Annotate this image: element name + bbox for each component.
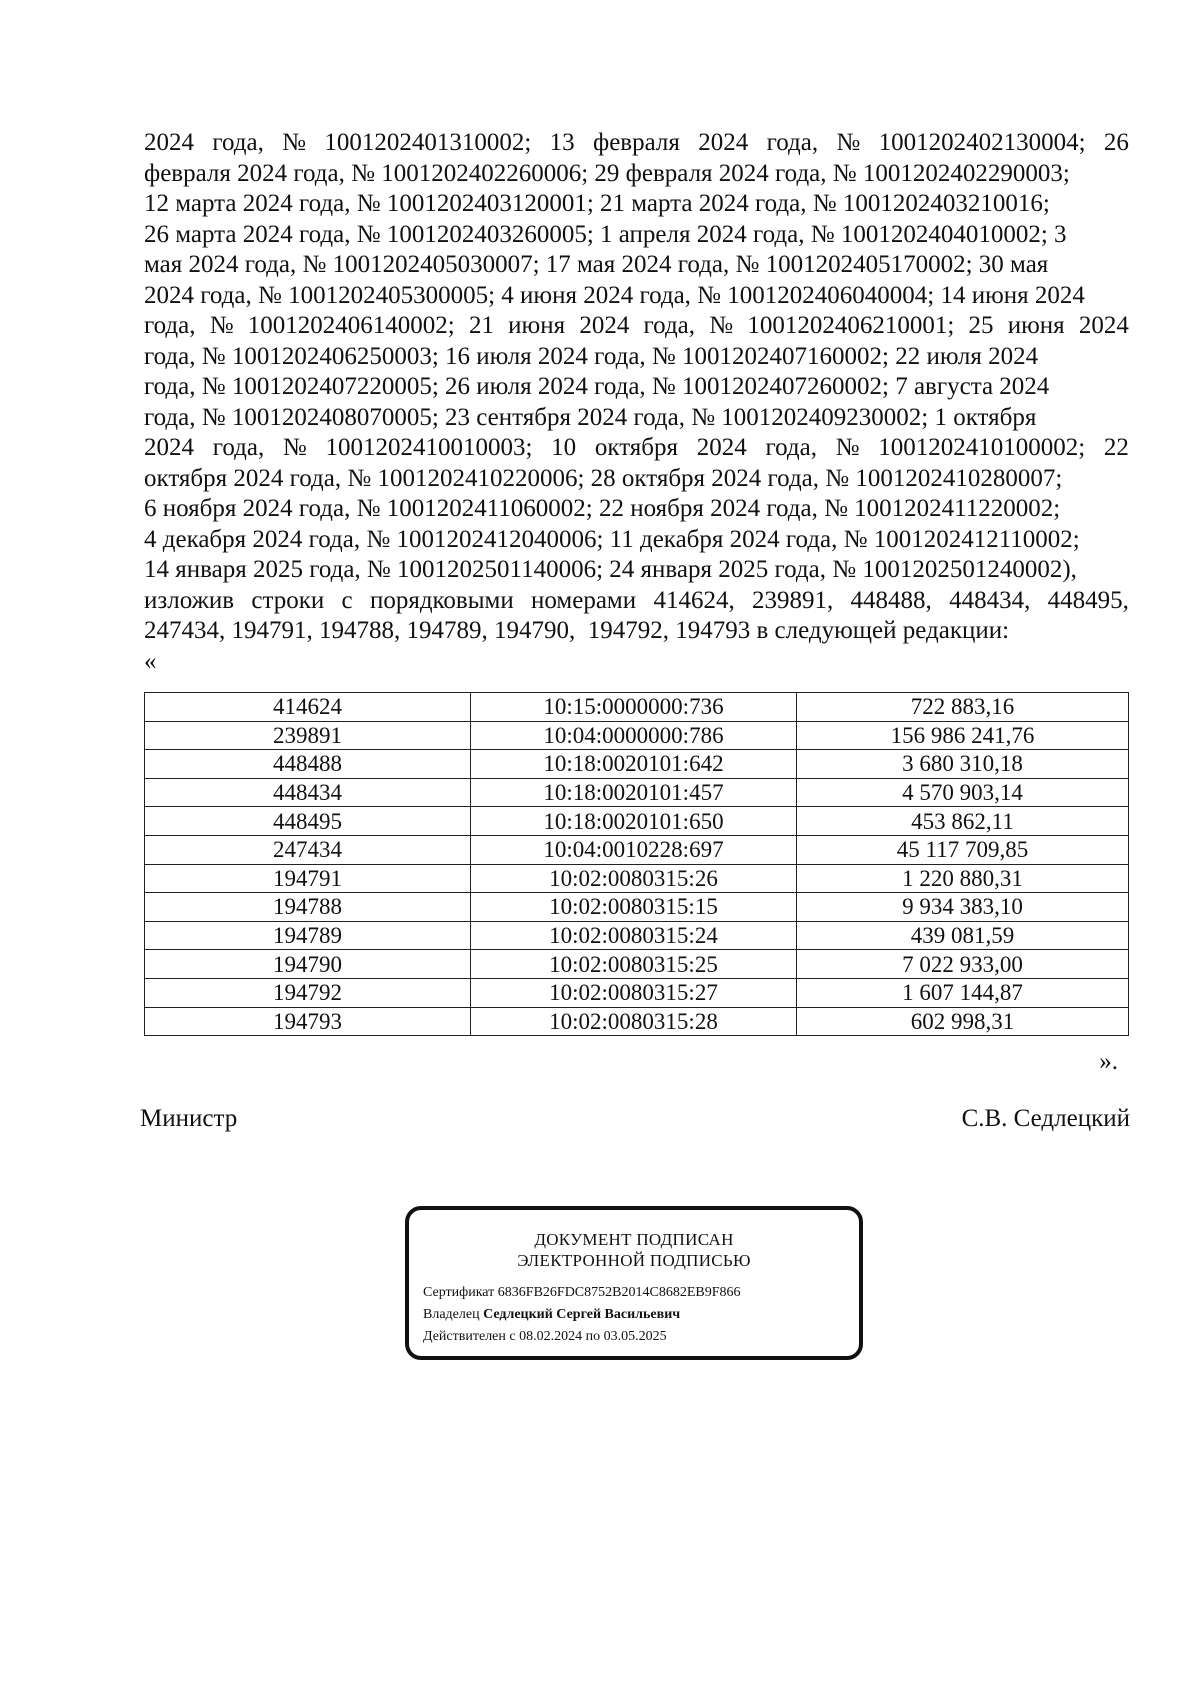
open-quote: «: [144, 647, 157, 675]
paragraph-word: года,: [643, 312, 696, 339]
paragraph-word: 25: [968, 312, 994, 339]
paragraph-word: №: [836, 129, 861, 156]
stamp-title-line-1: ДОКУМЕНТ ПОДПИСАН: [534, 1230, 734, 1249]
row-number-cell: 448488: [145, 750, 471, 779]
paragraph-word: 2024 года, № 1001202405300005; 4 июня 2024 года, № 1001202406040004; 14 июня 2024: [144, 281, 1085, 309]
table-row: [145, 778, 1129, 807]
paragraph-word: 2024: [144, 434, 194, 461]
paragraph-word: года,: [212, 129, 264, 156]
cadastral-value-cell: 453 862,11: [797, 807, 1129, 836]
document-body: [144, 128, 1129, 677]
cadastral-value-cell: 602 998,31: [797, 1007, 1129, 1036]
table-row: [145, 721, 1129, 750]
cadastral-number-cell: 10:02:0080315:15: [471, 893, 797, 922]
paragraph-word: с: [341, 586, 353, 614]
paragraph-line: [144, 494, 1129, 525]
cadastral-value-cell: 45 117 709,85: [797, 835, 1129, 864]
paragraph-word: года, № 1001202406250003; 16 июля 2024 года, № 1001202407160002; 22 июля 2024: [144, 342, 1039, 370]
cadastral-number-cell: 10:02:0080315:27: [471, 978, 797, 1007]
paragraph-word: года,: [212, 434, 265, 461]
table-row: [145, 978, 1129, 1007]
paragraph-word: 247434, 194791, 194788, 194789, 194790, 194792, 194793 в следующей редакции:: [144, 617, 1010, 644]
paragraph-word: 2024: [696, 434, 747, 461]
paragraph-word: 6 ноября 2024 года, № 1001202411060002; 22 ноября 2024 года, № 1001202411220002;: [144, 495, 1061, 522]
cadastral-value-cell: 722 883,16: [797, 693, 1129, 722]
row-number-cell: 239891: [145, 721, 471, 750]
stamp-title: [409, 1229, 859, 1271]
paragraph-word: 448488,: [850, 586, 932, 614]
paragraph-word: октября: [594, 434, 679, 461]
paragraph-word: 22: [1103, 434, 1129, 461]
cadastral-number-cell: 10:02:0080315:26: [471, 864, 797, 893]
table-row: [145, 864, 1129, 893]
cadastral-number-cell: 10:15:0000000:736: [471, 693, 797, 722]
row-number-cell: 414624: [145, 693, 471, 722]
paragraph-word: 1001202406210001;: [747, 312, 955, 339]
row-number-cell: 194788: [145, 893, 471, 922]
paragraph-line: [144, 586, 1129, 617]
row-number-cell: 194793: [145, 1007, 471, 1036]
paragraph-word: июня: [1007, 312, 1065, 339]
paragraph-word: июня: [508, 312, 566, 339]
row-number-cell: 194790: [145, 950, 471, 979]
table-row: [145, 1007, 1129, 1036]
row-number-cell: 194789: [145, 921, 471, 950]
paragraph-line: [144, 555, 1129, 586]
cadastral-value-cell: 7 022 933,00: [797, 950, 1129, 979]
cadastral-value-cell: 4 570 903,14: [797, 778, 1129, 807]
stamp-owner-label: Владелец: [423, 1307, 480, 1322]
signatory-position: Министр: [140, 1105, 238, 1132]
signatory-name: С.В. Седлецкий: [961, 1105, 1130, 1132]
paragraph-word: года,: [144, 312, 196, 339]
paragraph-line: [144, 616, 1129, 647]
row-number-cell: 448434: [145, 778, 471, 807]
stamp-valid-from: 08.02.2024: [519, 1329, 583, 1344]
paragraph-word: года, № 1001202407220005; 26 июля 2024 года, № 1001202407260002; 7 августа 2024: [144, 373, 1050, 400]
paragraph-word: 2024: [579, 312, 630, 339]
paragraph-word: 448495,: [1047, 586, 1129, 614]
cadastral-number-cell: 10:18:0020101:650: [471, 807, 797, 836]
row-number-cell: 194792: [145, 978, 471, 1007]
paragraph-word: порядковыми: [369, 586, 514, 614]
paragraph-word: номерами: [531, 586, 637, 614]
paragraph-word: 239891,: [751, 586, 834, 614]
table-row: [145, 893, 1129, 922]
cadastral-number-cell: 10:02:0080315:25: [471, 950, 797, 979]
paragraph-word: мая 2024 года, № 1001202405030007; 17 мая 2024 года, № 1001202405170002; 30 мая: [144, 251, 1049, 278]
table-row: [145, 693, 1129, 722]
cadastral-value-cell: 1 607 144,87: [797, 978, 1129, 1007]
paragraph-word: 1001202401310002;: [324, 129, 532, 156]
paragraph-line: [144, 372, 1129, 403]
stamp-valid-to-label: по: [585, 1329, 601, 1344]
paragraph-word: 1001202406140002;: [247, 312, 455, 339]
paragraph-word: 21: [468, 312, 494, 339]
table-row: [145, 835, 1129, 864]
paragraph-word: октября 2024 года, № 1001202410220006; 28 октября 2024 года, № 1001202410280007;: [144, 464, 1063, 492]
paragraph-word: февраля 2024 года, № 1001202402260006; 29 февраля 2024 года, № 1001202402290003;: [144, 159, 1070, 187]
cadastral-value-cell: 1 220 880,31: [797, 864, 1129, 893]
paragraph-line: [144, 525, 1129, 556]
paragraph-word: года,: [765, 434, 817, 461]
e-signature-stamp: [405, 1206, 863, 1360]
paragraph-line: [144, 220, 1129, 251]
signature-row: [140, 1105, 1130, 1133]
cadastral-number-cell: 10:04:0000000:786: [471, 721, 797, 750]
paragraph-word: 26 марта 2024 года, № 1001202403260005; 1 апреля 2024 года, № 1001202404010002; 3: [144, 220, 1067, 248]
row-number-cell: 194791: [145, 864, 471, 893]
paragraph-word: 1001202402130004;: [878, 129, 1086, 156]
table-row: [145, 950, 1129, 979]
cadastral-value-cell: 439 081,59: [797, 921, 1129, 950]
table-row: [145, 750, 1129, 779]
paragraph-word: года, № 1001202408070005; 23 сентября 2024 года, № 1001202409230002; 1 октября: [144, 403, 1037, 431]
paragraph-word: №: [835, 434, 860, 461]
paragraph-word: 12 марта 2024 года, № 1001202403120001; 21 марта 2024 года, № 1001202403210016;: [144, 190, 1050, 217]
stamp-validity-row: [423, 1326, 859, 1348]
stamp-valid-label: Действителен с: [423, 1329, 516, 1344]
stamp-owner-value: Седлецкий Сергей Васильевич: [483, 1307, 681, 1322]
paragraph-line: [144, 464, 1129, 495]
stamp-title-line-2: ЭЛЕКТРОННОЙ ПОДПИСЬЮ: [517, 1251, 751, 1270]
paragraph-word: 13: [549, 129, 575, 156]
paragraph-word: 14 января 2025 года, № 1001202501140006; 24 января 2025 года, № 1001202501240002),: [144, 556, 1077, 583]
close-quote: ».: [1099, 1048, 1118, 1075]
parcel-table: [144, 692, 1129, 1036]
paragraph-word: 2024: [698, 129, 749, 156]
table-body: [145, 693, 1129, 1036]
paragraph-word: 1001202410100002;: [878, 434, 1086, 461]
paragraph-word: №: [209, 312, 234, 339]
paragraph-word: 2024: [144, 129, 194, 156]
paragraph-word: 10: [551, 434, 577, 461]
paragraph-line: [144, 189, 1129, 220]
cadastral-value-cell: 156 986 241,76: [797, 721, 1129, 750]
cadastral-number-cell: 10:02:0080315:24: [471, 921, 797, 950]
paragraph-line: [144, 128, 1129, 159]
table-row: [145, 921, 1129, 950]
paragraph-line: [144, 311, 1129, 342]
cadastral-number-cell: 10:04:0010228:697: [471, 835, 797, 864]
paragraph: [144, 128, 1129, 647]
stamp-details: [423, 1282, 859, 1348]
paragraph-word: №: [282, 434, 307, 461]
paragraph-word: года,: [766, 129, 819, 156]
row-number-cell: 448495: [145, 807, 471, 836]
paragraph-word: февраля: [593, 129, 680, 156]
paragraph-word: 26: [1103, 129, 1129, 156]
paragraph-word: №: [282, 129, 307, 156]
stamp-valid-to: 03.05.2025: [603, 1329, 667, 1344]
stamp-certificate-value: 6836FB26FDC8752B2014C8682EB9F866: [497, 1285, 741, 1300]
cadastral-value-cell: 3 680 310,18: [797, 750, 1129, 779]
paragraph-line: [144, 342, 1129, 373]
paragraph-word: 414624,: [653, 586, 735, 614]
paragraph-line: [144, 281, 1129, 312]
paragraph-word: №: [709, 312, 734, 339]
paragraph-word: 1001202410010003;: [325, 434, 533, 461]
paragraph-word: 2024: [1078, 312, 1129, 339]
stamp-owner-row: [423, 1304, 859, 1326]
cadastral-number-cell: 10:18:0020101:457: [471, 778, 797, 807]
table-row: [145, 807, 1129, 836]
row-number-cell: 247434: [145, 835, 471, 864]
cadastral-value-cell: 9 934 383,10: [797, 893, 1129, 922]
cadastral-number-cell: 10:02:0080315:28: [471, 1007, 797, 1036]
paragraph-word: изложив: [144, 586, 235, 614]
paragraph-line: [144, 159, 1129, 190]
paragraph-word: 4 декабря 2024 года, № 1001202412040006; 11 декабря 2024 года, № 1001202412110002;: [144, 525, 1080, 553]
stamp-certificate-row: [423, 1282, 859, 1304]
paragraph-word: строки: [251, 586, 325, 614]
stamp-certificate-label: Сертификат: [423, 1285, 495, 1300]
cadastral-number-cell: 10:18:0020101:642: [471, 750, 797, 779]
paragraph-line: [144, 433, 1129, 464]
paragraph-line: [144, 403, 1129, 434]
paragraph-line: [144, 250, 1129, 281]
paragraph-word: 448434,: [949, 586, 1031, 614]
